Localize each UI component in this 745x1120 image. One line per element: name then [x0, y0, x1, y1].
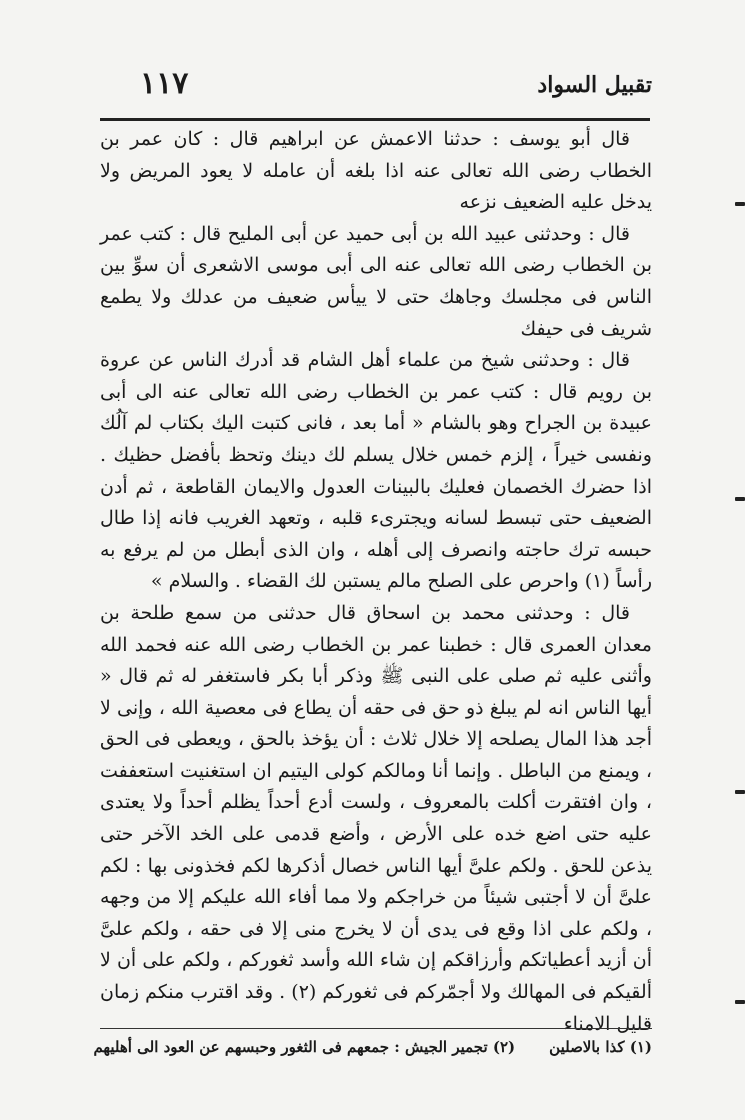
running-title: تقبيل السواد	[537, 72, 652, 98]
footnote-rule	[100, 1028, 652, 1029]
header-rule	[100, 118, 650, 121]
body-text	[100, 124, 652, 1040]
footnote: (١) كذا بالاصلين	[549, 1038, 652, 1056]
paragraph: قال : وحدثنى عبيد الله بن أبى حميد عن أبى المليح قال : كتب عمر بن الخطاب رضى الله تعالى عنه الى أبى موسى الاشعرى أن سوِّ بين الناس فى مجلسك وجاهك حتى لا ييأس ضعيف من عدلك ولا يطمع شريف فى حيفك	[100, 222, 652, 340]
page-header	[100, 66, 652, 110]
paragraph: قال أبو يوسف : حدثنا الاعمش عن ابراهيم قال : كان عمر بن الخطاب رضى الله تعالى عنه اذا بلغه أن عامله لا يعود المريض ولا يدخل عليه الضعيف نزعه	[100, 128, 652, 214]
paragraph: قال : وحدثنى شيخ من علماء أهل الشام قد أدرك الناس عن عروة بن رويم قال : كتب عمر بن الخطاب رضى الله تعالى عنه الى أبى عبيدة بن الجراح وهو بالشام « أما بعد ، فانى كتبت اليك بكتاب لم آلُك ونفسى خيراً ، إلزم خمس خلال يسلم لك دينك وتحظ بأفضل حظيك . اذا حضرك الخصمان فعليك بالبينات العدول والايمان القاطعة ، ثم أدن الضعيف حتى تبسط لسانه ويجترىء قلبه ، وتعهد الغريب فانه إذا طال حبسه ترك حاجته وانصرف إلى أهله ، وان الذى أبطل من لم يرفع به رأساً (١) واحرص على الصلح مالم يستبن لك القضاء . والسلام »	[100, 349, 652, 593]
footnotes	[93, 1038, 652, 1056]
footnote: (٢) تجمير الجيش : جمعهم فى الثغور وحبسهم عن العود الى أهليهم	[93, 1038, 516, 1056]
paragraph: قال : وحدثنى محمد بن اسحاق قال حدثنى من سمع طلحة بن معدان العمرى قال : خطبنا عمر بن الخطاب رضى الله عنه فحمد الله وأثنى عليه ثم صلى على النبى ﷺ وذكر أبا بكر فاستغفر له ثم قال « أيها الناس انه لم يبلغ ذو حق فى حقه أن يطاع فى معصية الله ، وإنى لا أجد هذا المال يصلحه إلا خلال ثلاث : أن يؤخذ بالحق ، ويعطى فى الحق ، ويمنع من الباطل . وإنما أنا ومالكم كولى اليتيم ان استغنيت استعففت ، وان افتقرت أكلت بالمعروف ، ولست أدع أحداً يظلم أحداً ولا يعتدى عليه حتى اضع خده على الأرض ، وأضع قدمى على الخد الآخر حتى يذعن للحق . ولكم علىَّ أيها الناس خصال أذكرها لكم فخذونى بها : لكم علىَّ أن لا أجتبى شيئاً من خراجكم ولا مما أفاء الله عليكم إلا من وجهه ، ولكم على اذا وقع فى يدى أن لا يخرج منى إلا فى حقه ، ولكم علىَّ أن أزيد أعطياتكم وأرزاقكم إن شاء الله وأسد ثغوركم ، ولكم على أن لا ألقيكم فى المهالك ولا أجمّركم فى ثغوركم (٢) . وقد اقترب منكم زمان قليل الامناء	[100, 601, 652, 1035]
edge-mark	[735, 1000, 745, 1004]
edge-mark	[735, 202, 745, 206]
edge-mark	[735, 790, 745, 794]
page-number: ١١٧	[140, 66, 189, 101]
edge-mark	[735, 497, 745, 501]
